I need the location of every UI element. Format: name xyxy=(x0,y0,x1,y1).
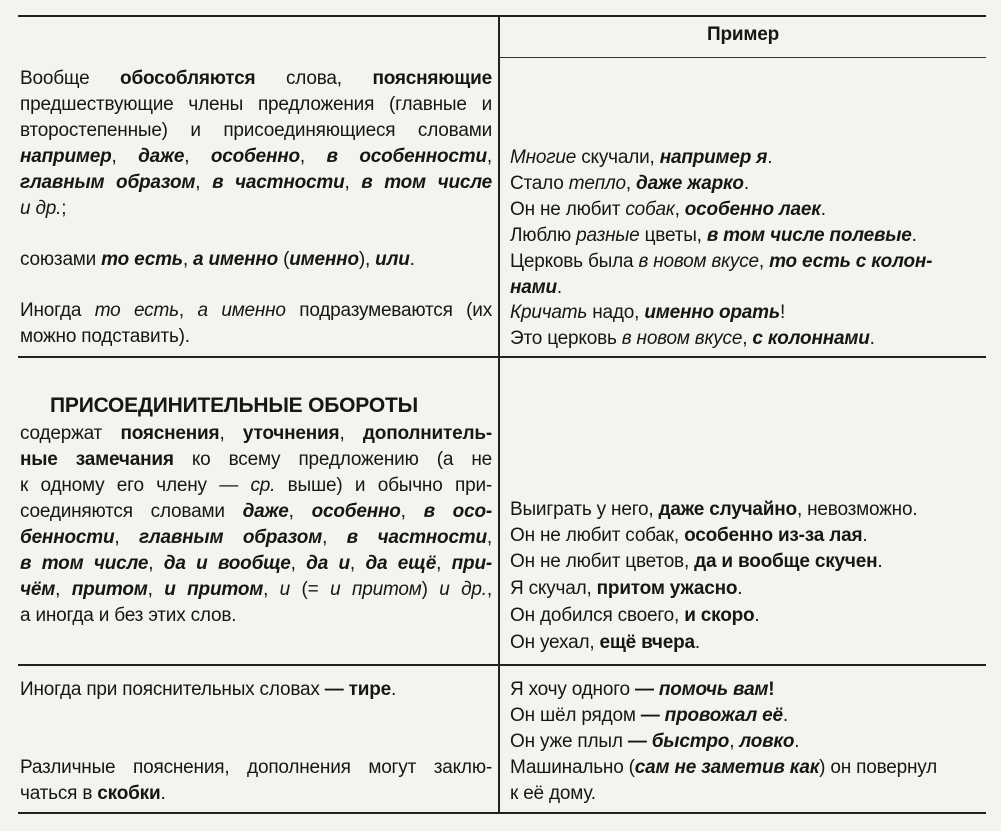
emphasis-text: с колоннами xyxy=(752,328,870,349)
plain-text: , xyxy=(299,146,327,167)
emphasis-text: в частности xyxy=(212,172,345,193)
plain-text: предшествующие члены предложения (главные и xyxy=(20,94,492,115)
emphasis-text: даже жарко xyxy=(636,173,744,194)
emphasis-text: пояснения xyxy=(120,423,220,444)
s1-example-line xyxy=(510,223,917,249)
emphasis-text: сам не заметив как xyxy=(634,757,820,778)
emphasis-text: то есть с колон- xyxy=(769,251,933,272)
plain-text: , xyxy=(147,579,165,600)
plain-text: . xyxy=(409,249,415,270)
emphasis-text: нами xyxy=(510,277,557,298)
plain-text: , xyxy=(742,328,753,349)
plain-text: . xyxy=(767,147,773,168)
emphasis-text: именно xyxy=(289,249,359,270)
s1-example-line xyxy=(510,197,826,223)
emphasis-text: — тире xyxy=(324,679,392,700)
emphasis-text: ещё вчера xyxy=(599,632,695,653)
plain-text: слова, xyxy=(255,68,373,89)
s3-example-line xyxy=(510,755,937,781)
emphasis-text: и др. xyxy=(439,579,487,600)
s3-left-line xyxy=(20,755,492,781)
plain-text: Он добился своего, xyxy=(510,605,685,626)
s1-left-line xyxy=(20,144,492,170)
s1-example-line xyxy=(510,145,772,171)
s3-example-line xyxy=(510,677,774,703)
emphasis-text: бенности xyxy=(20,527,115,548)
emphasis-text: и притом xyxy=(330,579,422,600)
plain-text: , xyxy=(290,553,307,574)
s3-left-line xyxy=(20,781,166,807)
plain-text: , xyxy=(182,249,194,270)
plain-text: Он не любит собак, xyxy=(510,525,685,546)
emphasis-text: да и вообще xyxy=(163,553,291,574)
plain-text: содержат xyxy=(20,423,121,444)
emphasis-text: помочь вам xyxy=(658,679,769,700)
s1-left-line xyxy=(20,92,492,118)
table-top-rule xyxy=(18,15,986,17)
row-separator-rule-2 xyxy=(18,664,986,666)
plain-text: , xyxy=(322,527,347,548)
s2-left-line xyxy=(20,551,492,577)
emphasis-text: главным образом xyxy=(20,172,196,193)
s2-left-line xyxy=(20,447,492,473)
plain-text: к одному его члену — xyxy=(20,475,251,496)
plain-text: Он уже плыл xyxy=(510,731,628,752)
s1-example-line xyxy=(510,275,562,301)
emphasis-text: в новом вкусе xyxy=(638,251,759,272)
plain-text: ) xyxy=(421,579,440,600)
plain-text: Стало xyxy=(510,173,569,194)
plain-text: . xyxy=(160,783,166,804)
plain-text: . xyxy=(694,632,700,653)
emphasis-text: и xyxy=(279,579,291,600)
plain-text: ( xyxy=(278,249,290,270)
s2-example-line xyxy=(510,549,882,575)
s2-left-line xyxy=(20,499,492,525)
emphasis-text: и др. xyxy=(20,198,62,219)
plain-text: , xyxy=(288,501,312,522)
emphasis-text: например я xyxy=(659,147,768,168)
plain-text: Люблю xyxy=(510,225,577,246)
s2-left-line xyxy=(20,525,492,551)
plain-text: Вообще xyxy=(20,68,121,89)
plain-text: , xyxy=(349,553,366,574)
plain-text: , xyxy=(486,146,492,167)
plain-text: . xyxy=(737,578,743,599)
plain-text: , xyxy=(178,300,198,321)
emphasis-text: обособляются xyxy=(120,68,256,89)
plain-text: Он не любит xyxy=(510,199,626,220)
plain-text: . xyxy=(743,173,749,194)
emphasis-text: при- xyxy=(451,553,492,574)
s1-left-line xyxy=(20,66,492,92)
plain-text: Иногда xyxy=(20,300,95,321)
plain-text: соединяются словами xyxy=(20,501,243,522)
plain-text: , xyxy=(758,251,770,272)
plain-text: ко всему предложению (а не xyxy=(173,449,492,470)
plain-text: Он не любит цветов, xyxy=(510,551,695,572)
column-header-example: Пример xyxy=(707,24,779,45)
plain-text: ), xyxy=(358,249,376,270)
emphasis-text: то есть xyxy=(94,300,179,321)
plain-text: , xyxy=(400,501,424,522)
s3-example-line xyxy=(510,781,596,807)
header-separator-rule xyxy=(498,57,986,58)
emphasis-text: в новом вкусе xyxy=(621,328,743,349)
plain-text: , невозможно. xyxy=(796,499,918,520)
emphasis-text: в частности xyxy=(346,527,487,548)
emphasis-text: быстро xyxy=(651,731,730,752)
plain-text: союзами xyxy=(20,249,102,270)
plain-text: , xyxy=(625,173,637,194)
s1-left-line xyxy=(20,196,66,222)
plain-text: . xyxy=(862,525,868,546)
emphasis-text: особенно xyxy=(311,501,401,522)
s2-left-line xyxy=(20,421,492,447)
emphasis-text: ловко xyxy=(739,731,795,752)
emphasis-text: — xyxy=(640,705,660,726)
plain-text: , xyxy=(486,579,492,600)
emphasis-text: главным образом xyxy=(138,527,323,548)
plain-text: . xyxy=(794,731,800,752)
emphasis-text: тепло xyxy=(568,173,626,194)
emphasis-text: в том числе полевые xyxy=(706,225,912,246)
plain-text: , xyxy=(55,579,72,600)
column-divider xyxy=(498,15,500,813)
s2-left-line xyxy=(20,577,492,603)
plain-text: . xyxy=(556,277,562,298)
emphasis-text: поясняющие xyxy=(372,68,492,89)
s1-left-line xyxy=(20,170,492,196)
emphasis-text: в особенности xyxy=(326,146,487,167)
s2-example-line xyxy=(510,497,917,523)
s2-example-line xyxy=(510,523,867,549)
s1-example-line xyxy=(510,300,785,326)
emphasis-text: особенно xyxy=(210,146,300,167)
plain-text: , xyxy=(729,731,740,752)
emphasis-text: притом xyxy=(71,579,148,600)
emphasis-text: разные xyxy=(576,225,640,246)
emphasis-text: даже случайно xyxy=(658,499,797,520)
s1-left-line xyxy=(20,298,492,324)
plain-text: Я скучал, xyxy=(510,578,597,599)
emphasis-text: в том числе xyxy=(20,553,149,574)
emphasis-text: Многие xyxy=(510,147,577,168)
plain-text: Он шёл рядом xyxy=(510,705,641,726)
emphasis-text: или xyxy=(375,249,410,270)
s2-example-line xyxy=(510,603,760,629)
emphasis-text: даже xyxy=(242,501,289,522)
emphasis-text: а именно xyxy=(197,300,286,321)
emphasis-text: даже xyxy=(138,146,185,167)
emphasis-text: уточнения xyxy=(242,423,340,444)
s3-example-line xyxy=(510,729,799,755)
emphasis-text: Кричать xyxy=(510,302,588,323)
emphasis-text: притом ужасно xyxy=(596,578,738,599)
plain-text: . xyxy=(391,679,397,700)
plain-text: второстепенные) и присоединяющиеся словами xyxy=(20,120,492,141)
plain-text: Иногда при пояснительных словах xyxy=(20,679,325,700)
s2-example-line xyxy=(510,630,700,656)
plain-text: , xyxy=(263,579,280,600)
plain-text: Различные пояснения, дополнения могут заклю- xyxy=(20,757,492,778)
emphasis-text: например xyxy=(20,146,112,167)
plain-text: чаться в xyxy=(20,783,98,804)
plain-text: к её дому. xyxy=(510,783,596,804)
plain-text: Выиграть у него, xyxy=(510,499,659,520)
plain-text: , xyxy=(114,527,139,548)
emphasis-text: ср. xyxy=(250,475,276,496)
plain-text: , xyxy=(486,527,493,548)
plain-text: . xyxy=(869,328,875,349)
s3-example-line xyxy=(510,703,788,729)
plain-text: . xyxy=(754,605,760,626)
emphasis-text: то есть xyxy=(101,249,183,270)
emphasis-text: ! xyxy=(768,679,775,700)
emphasis-text: да ещё xyxy=(365,553,437,574)
plain-text: . xyxy=(820,199,826,220)
plain-text: скучали, xyxy=(576,147,660,168)
emphasis-text: — xyxy=(627,731,647,752)
section-title: ПРИСОЕДИНИТЕЛЬНЫЕ ОБОРОТЫ xyxy=(50,394,418,417)
plain-text: ! xyxy=(779,302,786,323)
emphasis-text: да и вообще скучен xyxy=(694,551,878,572)
plain-text: , xyxy=(148,553,164,574)
emphasis-text: дополнитель- xyxy=(362,423,492,444)
emphasis-text: в том числе xyxy=(361,172,492,193)
s1-example-line xyxy=(510,171,749,197)
plain-text: . xyxy=(911,225,917,246)
plain-text: Он уехал, xyxy=(510,632,600,653)
plain-text: , xyxy=(339,423,363,444)
s2-example-line xyxy=(510,576,742,602)
plain-text: . xyxy=(877,551,883,572)
emphasis-text: провожал её xyxy=(664,705,783,726)
emphasis-text: чём xyxy=(20,579,56,600)
plain-text: , xyxy=(436,553,452,574)
emphasis-text: в осо- xyxy=(423,501,492,522)
s1-left-line xyxy=(20,118,492,144)
emphasis-text: собак xyxy=(625,199,675,220)
s1-left-line xyxy=(20,324,190,350)
plain-text: (= xyxy=(290,579,331,600)
plain-text: , xyxy=(344,172,362,193)
plain-text: Это церковь xyxy=(510,328,622,349)
emphasis-text: и притом xyxy=(164,579,264,600)
plain-text: , xyxy=(219,423,243,444)
emphasis-text: и скоро xyxy=(684,605,755,626)
emphasis-text: скобки xyxy=(97,783,161,804)
plain-text: , xyxy=(111,146,139,167)
plain-text: , xyxy=(674,199,685,220)
emphasis-text: особенно из-за лая xyxy=(684,525,863,546)
emphasis-text: да и xyxy=(306,553,350,574)
plain-text: а иногда и без этих слов. xyxy=(20,605,237,626)
plain-text: ) он повернул xyxy=(819,757,938,778)
emphasis-text: именно орать xyxy=(644,302,780,323)
plain-text: подразумеваются (их xyxy=(285,300,492,321)
emphasis-text: особенно лаек xyxy=(684,199,821,220)
plain-text: цветы, xyxy=(639,225,707,246)
s2-left-line xyxy=(20,603,236,629)
s3-left-line xyxy=(20,677,396,703)
plain-text: . xyxy=(782,705,788,726)
s1-left-line xyxy=(20,247,415,273)
emphasis-text: — xyxy=(634,679,654,700)
plain-text: , xyxy=(195,172,213,193)
s1-example-line xyxy=(510,249,932,275)
plain-text: ; xyxy=(61,198,67,219)
plain-text: Я хочу одного xyxy=(510,679,635,700)
plain-text: Машинально ( xyxy=(510,757,635,778)
s1-example-line xyxy=(510,326,875,352)
s2-left-line xyxy=(20,473,492,499)
plain-text: надо, xyxy=(587,302,645,323)
plain-text: можно подставить). xyxy=(20,326,190,347)
plain-text: , xyxy=(184,146,211,167)
emphasis-text: а именно xyxy=(193,249,279,270)
plain-text: Церковь была xyxy=(510,251,639,272)
row-separator-rule-1 xyxy=(18,356,986,358)
table-bottom-rule xyxy=(18,812,986,814)
plain-text: выше) и обычно при- xyxy=(275,475,492,496)
emphasis-text: ные замечания xyxy=(20,449,174,470)
